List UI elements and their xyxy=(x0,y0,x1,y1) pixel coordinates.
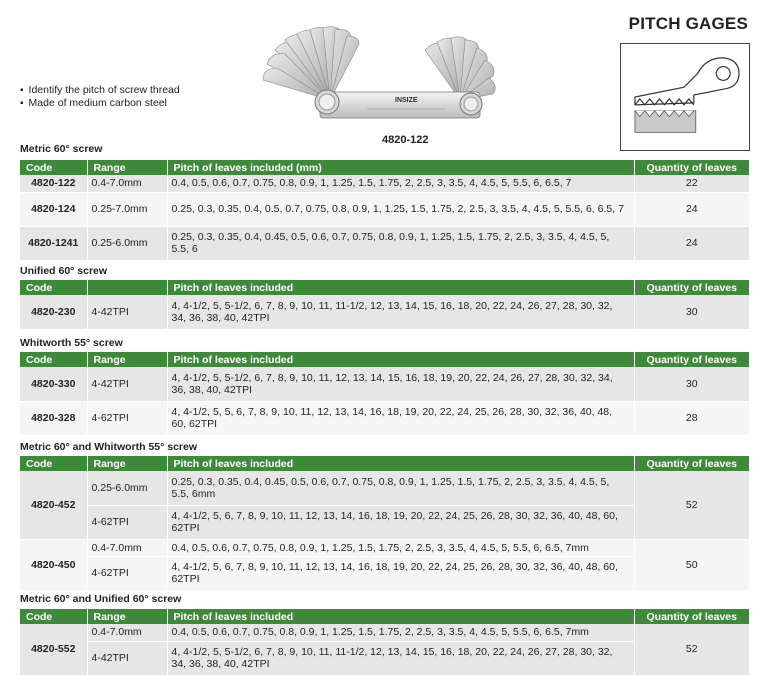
header-range xyxy=(87,280,167,295)
cell-range: 4-62TPI xyxy=(87,556,167,590)
cell-pitch: 4, 4-1/2, 5, 5-1/2, 6, 7, 8, 9, 10, 11, 11-1/2, 12, 13, 14, 15, 16, 18, 20, 22, 24, 26, 27, 28, 30, 32, 34, 36, 38, 40, 42TPI xyxy=(167,641,634,675)
cell-code: 4820-1241 xyxy=(20,226,87,260)
cell-pitch: 0.4, 0.5, 0.6, 0.7, 0.75, 0.8, 0.9, 1, 1.25, 1.5, 1.75, 2, 2.5, 3, 3.5, 4, 4.5, 5, 5.5, 6, 6.5, 7mm xyxy=(167,624,634,641)
page-title: PITCH GAGES xyxy=(628,14,748,33)
cell-code: 4820-452 xyxy=(20,471,87,539)
header-pitch: Pitch of leaves included xyxy=(167,456,634,471)
header-range: Range xyxy=(87,160,167,175)
right-leaf-fan xyxy=(425,37,495,100)
header-qty: Quantity of leaves xyxy=(634,609,749,624)
model-label: 4820-122 xyxy=(382,134,429,146)
cell-pitch: 0.25, 0.3, 0.35, 0.4, 0.5, 0.7, 0.75, 0.8, 0.9, 1, 1.25, 1.5, 1.75, 2, 2.5, 3, 3.5, 4, 4.5, 5, 5.5, 6, 6.5, 7 xyxy=(167,192,634,226)
pitch-gage-diagram xyxy=(620,43,750,151)
table-metric xyxy=(20,160,749,261)
cell-range: 4-42TPI xyxy=(87,367,167,401)
table-header xyxy=(20,160,749,175)
table-header xyxy=(20,609,749,624)
header-qty: Quantity of leaves xyxy=(634,456,749,471)
header-range: Range xyxy=(87,609,167,624)
section-title-metric-unified: Metric 60° and Unified 60° screw xyxy=(20,593,182,605)
cell-pitch: 0.25, 0.3, 0.35, 0.4, 0.45, 0.5, 0.6, 0.7, 0.75, 0.8, 0.9, 1, 1.25, 1.5, 1.75, 2, 2.5, 3, 3.5, 4, 4.5, 5, 5.5, 6 xyxy=(167,226,634,260)
cell-range: 0.25-6.0mm xyxy=(87,471,167,505)
cell-pitch: 4, 4-1/2, 5, 5-1/2, 6, 7, 8, 9, 10, 11, 11-1/2, 12, 13, 14, 15, 16, 18, 20, 22, 24, 26, 27, 28, 30, 32, 34, 36, 38, 40, 42TPI xyxy=(167,295,634,329)
header-qty: Quantity of leaves xyxy=(634,352,749,367)
table-row xyxy=(20,367,749,401)
brand-label: INSIZE xyxy=(395,97,418,104)
table-row xyxy=(20,295,749,329)
header-code: Code xyxy=(20,160,87,175)
section-title-whitworth: Whitworth 55° screw xyxy=(20,337,123,349)
header-range: Range xyxy=(87,456,167,471)
cell-code: 4820-450 xyxy=(20,539,87,590)
cell-qty: 28 xyxy=(634,401,749,435)
cell-code: 4820-122 xyxy=(20,175,87,192)
header-range: Range xyxy=(87,352,167,367)
feature-item: ▪ Identify the pitch of screw thread xyxy=(20,84,180,97)
cell-qty: 24 xyxy=(634,192,749,226)
header-qty: Quantity of leaves xyxy=(634,280,749,295)
table-unified xyxy=(20,280,749,330)
cell-qty: 22 xyxy=(634,175,749,192)
left-leaf-fan xyxy=(263,27,359,100)
section-title-metric-whitworth: Metric 60° and Whitworth 55° screw xyxy=(20,441,198,453)
table-header xyxy=(20,352,749,367)
cell-range: 4-42TPI xyxy=(87,295,167,329)
cell-range: 0.4-7.0mm xyxy=(87,175,167,192)
table-row xyxy=(20,192,749,226)
cell-pitch: 4, 4-1/2, 5, 5-1/2, 6, 7, 8, 9, 10, 11, 12, 13, 14, 15, 16, 18, 19, 20, 22, 24, 26, 27, 28, 30, 32, 34, 36, 38, 40, 42TPI xyxy=(167,367,634,401)
cell-range: 0.4-7.0mm xyxy=(87,624,167,641)
header-pitch: Pitch of leaves included (mm) xyxy=(167,160,634,175)
table-row xyxy=(20,226,749,260)
header-code: Code xyxy=(20,352,87,367)
table-metric-whitworth xyxy=(20,456,749,591)
cell-qty: 52 xyxy=(634,471,749,539)
product-photo xyxy=(255,20,510,130)
table-row xyxy=(20,175,749,192)
cell-pitch: 0.4, 0.5, 0.6, 0.7, 0.75, 0.8, 0.9, 1, 1.25, 1.5, 1.75, 2, 2.5, 3, 3.5, 4, 4.5, 5, 5.5, 6, 6.5, 7mm xyxy=(167,539,634,556)
cell-qty: 24 xyxy=(634,226,749,260)
header-pitch: Pitch of leaves included xyxy=(167,352,634,367)
header-code: Code xyxy=(20,456,87,471)
feature-list xyxy=(20,84,180,110)
cell-range: 4-62TPI xyxy=(87,505,167,539)
cell-code: 4820-552 xyxy=(20,624,87,675)
cell-range: 0.25-6.0mm xyxy=(87,226,167,260)
table-header xyxy=(20,280,749,295)
cell-pitch: 0.4, 0.5, 0.6, 0.7, 0.75, 0.8, 0.9, 1, 1.25, 1.5, 1.75, 2, 2.5, 3, 3.5, 4, 4.5, 5, 5.5, 6, 6.5, 7 xyxy=(167,175,634,192)
table-row xyxy=(20,471,749,505)
cell-range: 4-62TPI xyxy=(87,401,167,435)
cell-range: 4-42TPI xyxy=(87,641,167,675)
cell-qty: 52 xyxy=(634,624,749,675)
header-code: Code xyxy=(20,280,87,295)
cell-range: 0.4-7.0mm xyxy=(87,539,167,556)
cell-qty: 50 xyxy=(634,539,749,590)
feature-item: ▪ Made of medium carbon steel xyxy=(20,97,180,110)
table-whitworth xyxy=(20,352,749,436)
cell-range: 0.25-7.0mm xyxy=(87,192,167,226)
cell-qty: 30 xyxy=(634,295,749,329)
table-row xyxy=(20,539,749,556)
section-title-unified: Unified 60° screw xyxy=(20,265,108,277)
cell-qty: 30 xyxy=(634,367,749,401)
header-pitch: Pitch of leaves included xyxy=(167,609,634,624)
cell-code: 4820-124 xyxy=(20,192,87,226)
cell-code: 4820-330 xyxy=(20,367,87,401)
table-row xyxy=(20,401,749,435)
gauge-body xyxy=(320,92,480,118)
cell-pitch: 0.25, 0.3, 0.35, 0.4, 0.45, 0.5, 0.6, 0.7, 0.75, 0.8, 0.9, 1, 1.25, 1.5, 1.75, 2, 2.5, 3, 3.5, 4, 4.5, 5, 5.5, 6mm xyxy=(167,471,634,505)
table-header xyxy=(20,456,749,471)
cell-pitch: 4, 4-1/2, 5, 5, 6, 7, 8, 9, 10, 11, 12, 13, 14, 16, 18, 19, 20, 22, 24, 25, 26, 28, 30, 32, 36, 40, 48, 60, 62TPI xyxy=(167,401,634,435)
header-code: Code xyxy=(20,609,87,624)
cell-code: 4820-328 xyxy=(20,401,87,435)
table-row xyxy=(20,624,749,641)
section-title-metric: Metric 60° screw xyxy=(20,143,103,155)
header-pitch: Pitch of leaves included xyxy=(167,280,634,295)
cell-pitch: 4, 4-1/2, 5, 6, 7, 8, 9, 10, 11, 12, 13, 14, 16, 18, 19, 20, 22, 24, 25, 26, 28, 30, 32, 36, 40, 48, 60, 62TPI xyxy=(167,505,634,539)
header-qty: Quantity of leaves xyxy=(634,160,749,175)
cell-pitch: 4, 4-1/2, 5, 6, 7, 8, 9, 10, 11, 12, 13, 14, 16, 18, 19, 20, 22, 24, 25, 26, 28, 30, 32, 36, 40, 48, 60, 62TPI xyxy=(167,556,634,590)
table-metric-unified xyxy=(20,609,749,676)
cell-code: 4820-230 xyxy=(20,295,87,329)
